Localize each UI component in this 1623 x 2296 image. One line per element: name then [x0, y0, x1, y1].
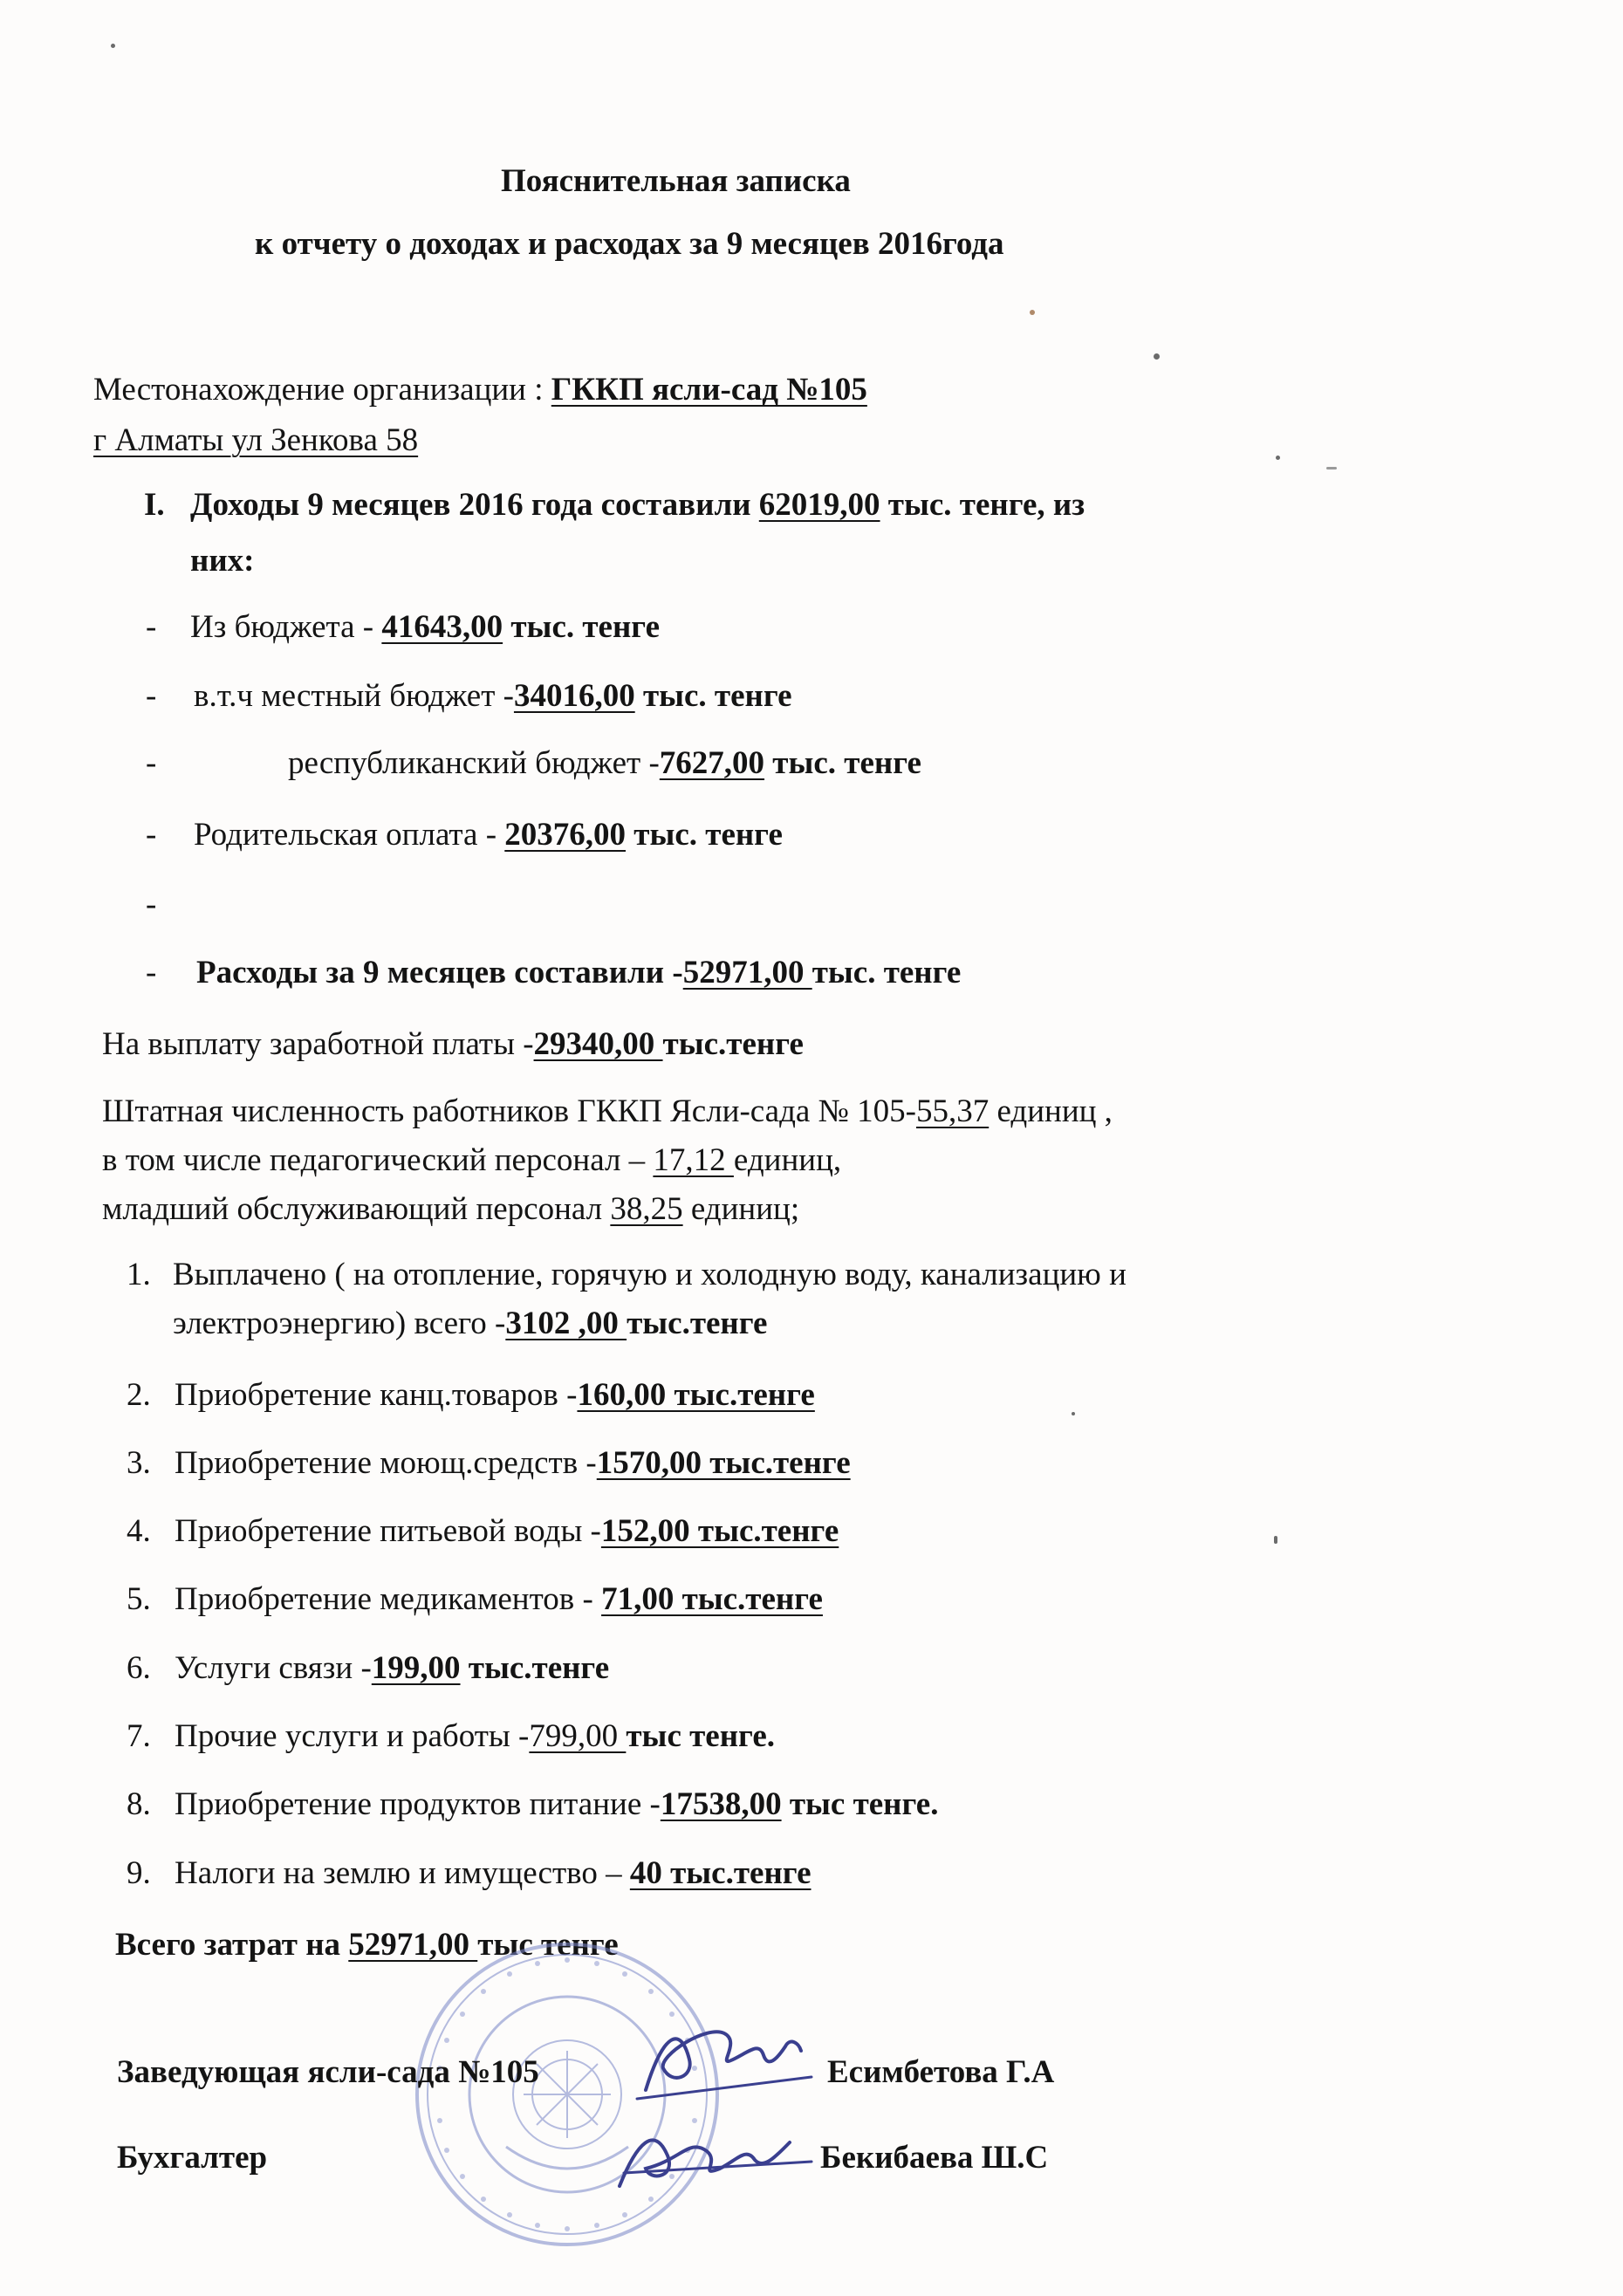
income-heading [190, 486, 1085, 524]
list-number: 9. [127, 1855, 151, 1891]
list-number: 3. [127, 1445, 151, 1481]
list-number: 1. [127, 1257, 151, 1292]
scan-speck [1030, 310, 1035, 315]
head-signature [611, 2007, 820, 2112]
list-item-utilities: Выплачено ( на отопление, горячую и холодную воду, канализацию и [173, 1257, 1127, 1292]
list-number: 4. [127, 1513, 151, 1549]
bullet-dash: - [146, 678, 157, 714]
list-item-other-services: Прочие услуги и работы -799,00 тыс тенге. [175, 1718, 776, 1754]
list-number: 2. [127, 1377, 151, 1413]
list-item-detergents: Приобретение моющ.средств -1570,00 тыс.тенге [175, 1445, 851, 1481]
scan-speck [1274, 1536, 1277, 1544]
bullet-dash: - [146, 745, 157, 781]
income-heading-cont: них: [190, 543, 255, 579]
salary-line: На выплату заработной платы -29340,00 тыс.тенге [102, 1026, 804, 1062]
list-item-utilities-cont: электроэнергию) всего -3102 ,00 тыс.тенге [173, 1306, 768, 1341]
scan-speck [1276, 456, 1280, 460]
income-item-local: в.т.ч местный бюджет -34016,00 тыс. тенге [194, 678, 792, 714]
total-expenses-line: Всего затрат на 52971,00 тыс тенге [115, 1927, 619, 1963]
list-number: 6. [127, 1650, 151, 1686]
location-label: Местонахождение организации : [93, 372, 551, 408]
ped-staff-line: в том числе педагогический персонал – 17,12 единиц, [102, 1142, 842, 1178]
document-title: Пояснительная записка [501, 163, 851, 199]
bullet-dash: - [146, 955, 157, 990]
scan-speck [1154, 353, 1160, 360]
address: г Алматы ул Зенкова 58 [93, 422, 419, 458]
staff-line: Штатная численность работников ГККП Ясли-сада № 105-55,37 единиц , [102, 1093, 1113, 1129]
list-number: 8. [127, 1786, 151, 1822]
income-tail: тыс. тенге, из [880, 487, 1085, 523]
income-item-budget: Из бюджета - 41643,00 тыс. тенге [190, 609, 661, 645]
list-item-food: Приобретение продуктов питание -17538,00 тыс тенге. [175, 1786, 939, 1822]
list-number: 5. [127, 1581, 151, 1617]
head-title: Заведующая ясли-сада №105 [117, 2054, 539, 2090]
accountant-signature [602, 2108, 820, 2203]
income-item-parents: Родительская оплата - 20376,00 тыс. тенге [194, 817, 783, 853]
bullet-dash: - [146, 817, 157, 853]
bullet-dash: - [146, 609, 157, 645]
bullet-dash-empty: - [146, 887, 157, 922]
scan-speck [111, 44, 115, 48]
accountant-title: Бухгалтер [117, 2140, 268, 2176]
list-item-communication: Услуги связи -199,00 тыс.тенге [175, 1650, 610, 1686]
income-total: 62019,00 [758, 487, 880, 523]
list-item-water: Приобретение питьевой воды -152,00 тыс.тенге [175, 1513, 839, 1549]
list-item-medicine: Приобретение медикаментов - 71,00 тыс.тенге [175, 1581, 823, 1617]
head-name: Есимбетова Г.А [827, 2054, 1055, 2090]
list-number: 7. [127, 1718, 151, 1754]
list-item-taxes: Налоги на землю и имущество – 40 тыс.тенге [175, 1855, 812, 1891]
location-line [93, 371, 867, 408]
accountant-name: Бекибаева Ш.С [820, 2140, 1049, 2176]
income-item-republic: республиканский бюджет -7627,00 тыс. тенге [288, 745, 921, 781]
scan-speck [1072, 1412, 1075, 1415]
section-marker: I. [144, 487, 165, 523]
income-lead: Доходы 9 месяцев 2016 года составили [190, 487, 759, 523]
expenses-heading: Расходы за 9 месяцев составили -52971,00 тыс. тенге [196, 955, 962, 990]
document-subtitle: к отчету о доходах и расходах за 9 месяцев 2016года [255, 226, 1004, 262]
org-name: ГККП ясли-сад №105 [551, 372, 867, 408]
scan-speck [1326, 467, 1337, 469]
list-item-stationery: Приобретение канц.товаров -160,00 тыс.тенге [175, 1377, 815, 1413]
junior-staff-line: младший обслуживающий персонал 38,25 единиц; [102, 1191, 800, 1227]
